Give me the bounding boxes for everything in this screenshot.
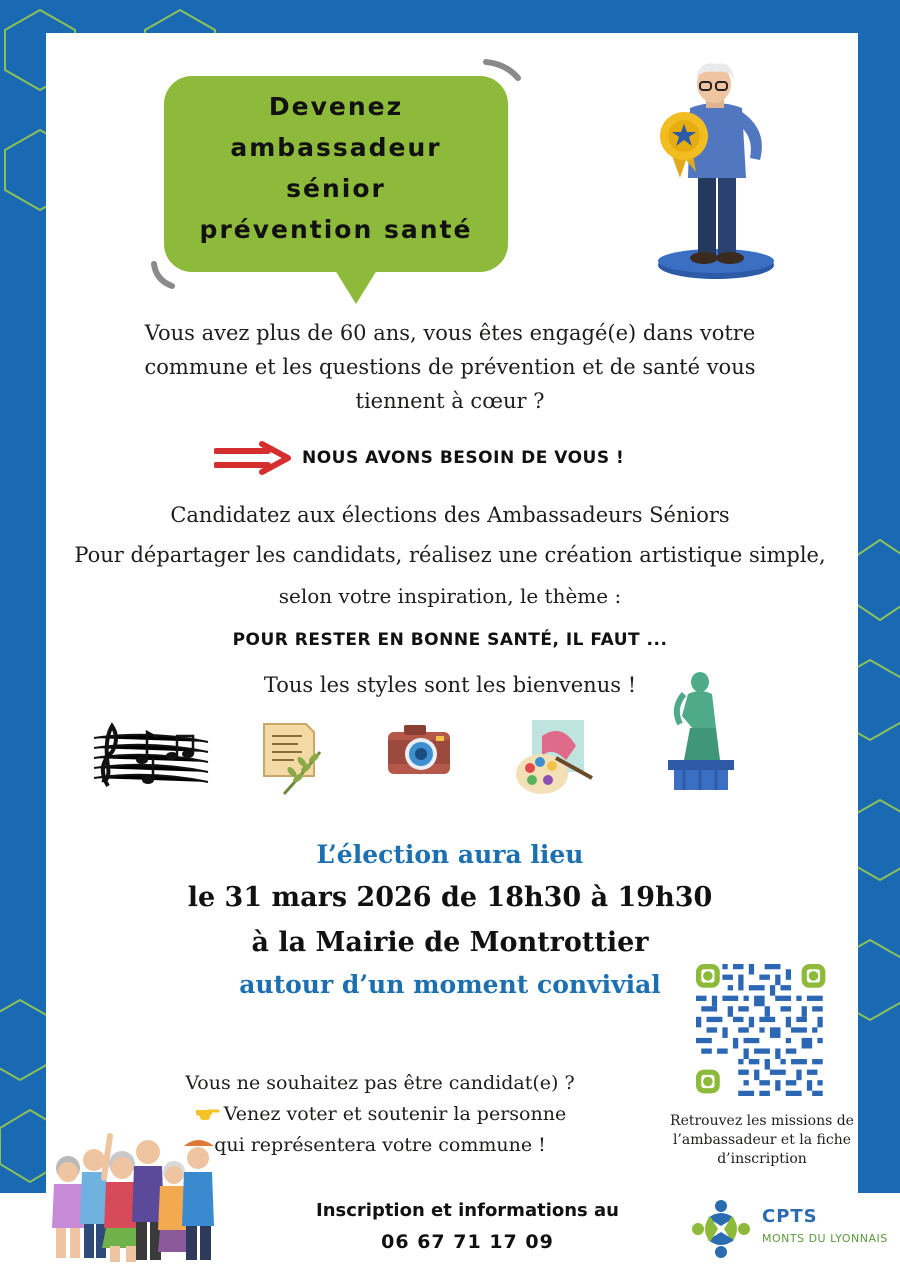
vote-line-with-icon xyxy=(160,1099,600,1130)
candidature-line: Pour départager les candidats, réalisez une création artistique simple, xyxy=(74,543,826,567)
callout-text: NOUS AVONS BESOIN DE VOUS ! xyxy=(302,448,625,468)
camera-icon xyxy=(384,722,454,778)
qr-caption-line: l’ambassadeur et la fiche xyxy=(672,1132,852,1148)
speech-bubble-tail xyxy=(330,262,382,304)
sculpture-icon xyxy=(660,668,738,794)
logo-subtitle: MONTS DU LYONNAIS xyxy=(762,1232,888,1245)
logo-name: CPTS xyxy=(762,1206,818,1227)
intro-line: tiennent à cœur ? xyxy=(355,389,545,413)
title-line: ambassadeur xyxy=(230,133,442,162)
title-line: Devenez xyxy=(268,92,404,121)
footer-phone[interactable]: 06 67 71 17 09 xyxy=(381,1231,554,1253)
double-arrow-icon xyxy=(214,440,294,476)
election-date: le 31 mars 2026 de 18h30 à 19h30 xyxy=(187,882,713,913)
page-title xyxy=(164,86,508,250)
title-line: sénior xyxy=(286,174,386,203)
theme-text: POUR RESTER EN BONNE SANTÉ, IL FAUT ... xyxy=(232,630,668,650)
candidature-line: Candidatez aux élections des Ambassadeurs Séniors xyxy=(170,503,730,527)
styles-text: Tous les styles sont les bienvenus ! xyxy=(263,673,637,697)
intro-paragraph xyxy=(60,316,840,418)
poetry-icon xyxy=(258,718,328,798)
vote-line: Vous ne souhaitez pas être candidat(e) ? xyxy=(185,1072,575,1094)
pointing-hand-icon xyxy=(194,1101,220,1119)
intro-line: Vous avez plus de 60 ans, vous êtes engagé(e) dans votre xyxy=(144,321,756,345)
intro-line: commune et les questions de prévention et de santé vous xyxy=(144,355,756,379)
senior-ambassador-illustration xyxy=(650,60,780,285)
seniors-group-illustration xyxy=(34,1128,220,1268)
candidature-line: selon votre inspiration, le thème : xyxy=(278,584,622,608)
painting-palette-icon xyxy=(512,716,594,798)
qr-caption-line: Retrouvez les missions de xyxy=(670,1113,854,1129)
election-note: autour d’un moment convivial xyxy=(239,970,661,999)
election-location: à la Mairie de Montrottier xyxy=(251,927,649,958)
footer-info-label: Inscription et informations au xyxy=(316,1200,619,1221)
title-line: prévention santé xyxy=(199,215,473,244)
qr-caption-line: d’inscription xyxy=(717,1151,807,1167)
election-heading: L’élection aura lieu xyxy=(316,840,584,869)
vote-line: qui représentera votre commune ! xyxy=(214,1134,546,1156)
cpts-logo-icon xyxy=(688,1196,754,1262)
qr-caption xyxy=(664,1112,860,1169)
music-notes-icon xyxy=(90,716,212,796)
qr-code[interactable] xyxy=(696,964,828,1096)
vote-line: Venez voter et soutenir la personne xyxy=(223,1103,567,1125)
